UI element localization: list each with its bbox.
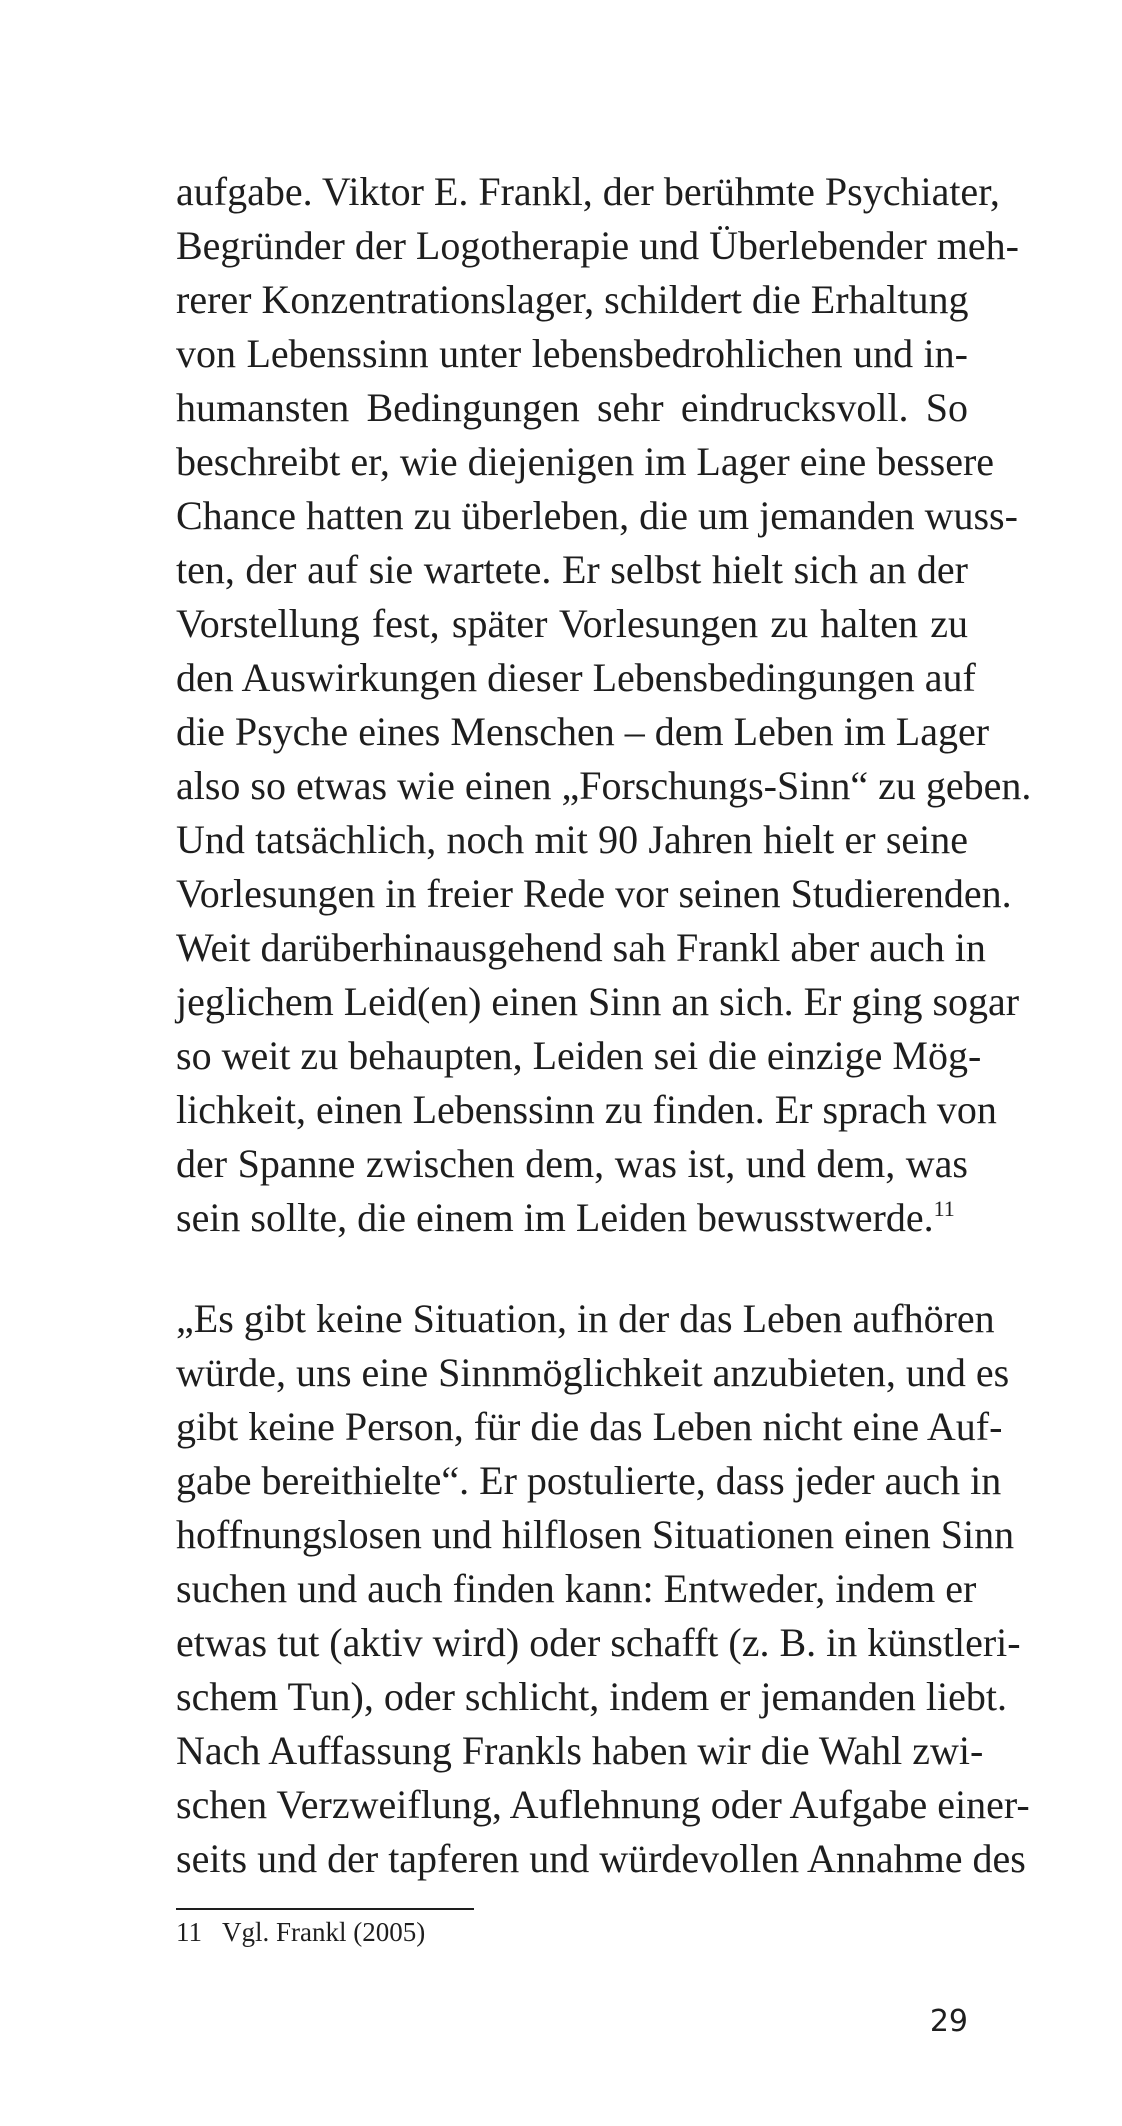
text-line: der Spanne zwischen dem, was ist, und dem, was [176, 1141, 968, 1186]
text-line: schen Verzweiflung, Auflehnung oder Aufgabe einer- [176, 1782, 1030, 1827]
text-line: etwas tut (aktiv wird) oder schafft (z. B. in künstleri- [176, 1620, 1021, 1665]
text-line: Vorlesungen in freier Rede vor seinen Studierenden. [176, 871, 1012, 916]
text-line: Nach Auffassung Frankls haben wir die Wahl zwi- [176, 1728, 984, 1773]
footnote-text: Vgl. Frankl (2005) [222, 1917, 426, 1947]
text-line: Weit darüberhinausgehend sah Frankl aber auch in [176, 925, 986, 970]
text-line: suchen und auch finden kann: Entweder, indem er [176, 1566, 977, 1611]
text-line: die Psyche eines Menschen – dem Leben im Lager [176, 709, 990, 754]
footnote-number: 11 [176, 1917, 202, 1947]
footnote [176, 1914, 425, 1950]
text-line: hoffnungslosen und hilflosen Situationen einen Sinn [176, 1512, 1015, 1557]
footnote-divider [176, 1908, 474, 1910]
text-line: also so etwas wie einen „Forschungs-Sinn“ zu geben. [176, 763, 1032, 808]
body-paragraph-2 [176, 1292, 1030, 1886]
text-line: Chance hatten zu überleben, die um jemanden wuss- [176, 493, 1018, 538]
text-line: schem Tun), oder schlicht, indem er jemanden liebt. [176, 1674, 1007, 1719]
text-line: rerer Konzentrationslager, schildert die Erhaltung [176, 277, 969, 322]
text-line: lichkeit, einen Lebenssinn zu finden. Er sprach von [176, 1087, 997, 1132]
text-line: aufgabe. Viktor E. Frankl, der berühmte Psychiater, [176, 169, 1000, 214]
footnote-reference[interactable]: 11 [933, 1196, 955, 1221]
text-line: jeglichem Leid(en) einen Sinn an sich. Er ging sogar [176, 979, 1020, 1024]
text-line: ten, der auf sie wartete. Er selbst hielt sich an der [176, 547, 968, 592]
text-line: von Lebenssinn unter lebensbedrohlichen und in- [176, 331, 968, 376]
text-line: Vorstellung fest, später Vorlesungen zu halten zu [176, 601, 968, 646]
text-line: würde, uns eine Sinnmöglichkeit anzubieten, und es [176, 1350, 1010, 1395]
text-line: humansten Bedingungen sehr eindrucksvoll. So [176, 385, 968, 430]
text-line: gabe bereithielte“. Er postulierte, dass jeder auch in [176, 1458, 1002, 1503]
text-line: Begründer der Logotherapie und Überlebender meh- [176, 223, 1019, 268]
text-line-content: sein sollte, die einem im Leiden bewusstwerde. [176, 1195, 934, 1240]
text-line: gibt keine Person, für die das Leben nicht eine Auf- [176, 1404, 1003, 1449]
text-line-last [176, 1191, 968, 1245]
text-line: den Auswirkungen dieser Lebensbedingungen auf [176, 655, 976, 700]
text-line: beschreibt er, wie diejenigen im Lager eine bessere [176, 439, 995, 484]
body-paragraph-1 [176, 165, 1032, 1245]
text-line: seits und der tapferen und würdevollen Annahme des [176, 1836, 1026, 1881]
text-line: so weit zu behaupten, Leiden sei die einzige Mög- [176, 1033, 982, 1078]
text-line: „Es gibt keine Situation, in der das Leben aufhören [176, 1296, 995, 1341]
page-number: 29 [929, 2004, 968, 2039]
text-line: Und tatsächlich, noch mit 90 Jahren hielt er seine [176, 817, 968, 862]
